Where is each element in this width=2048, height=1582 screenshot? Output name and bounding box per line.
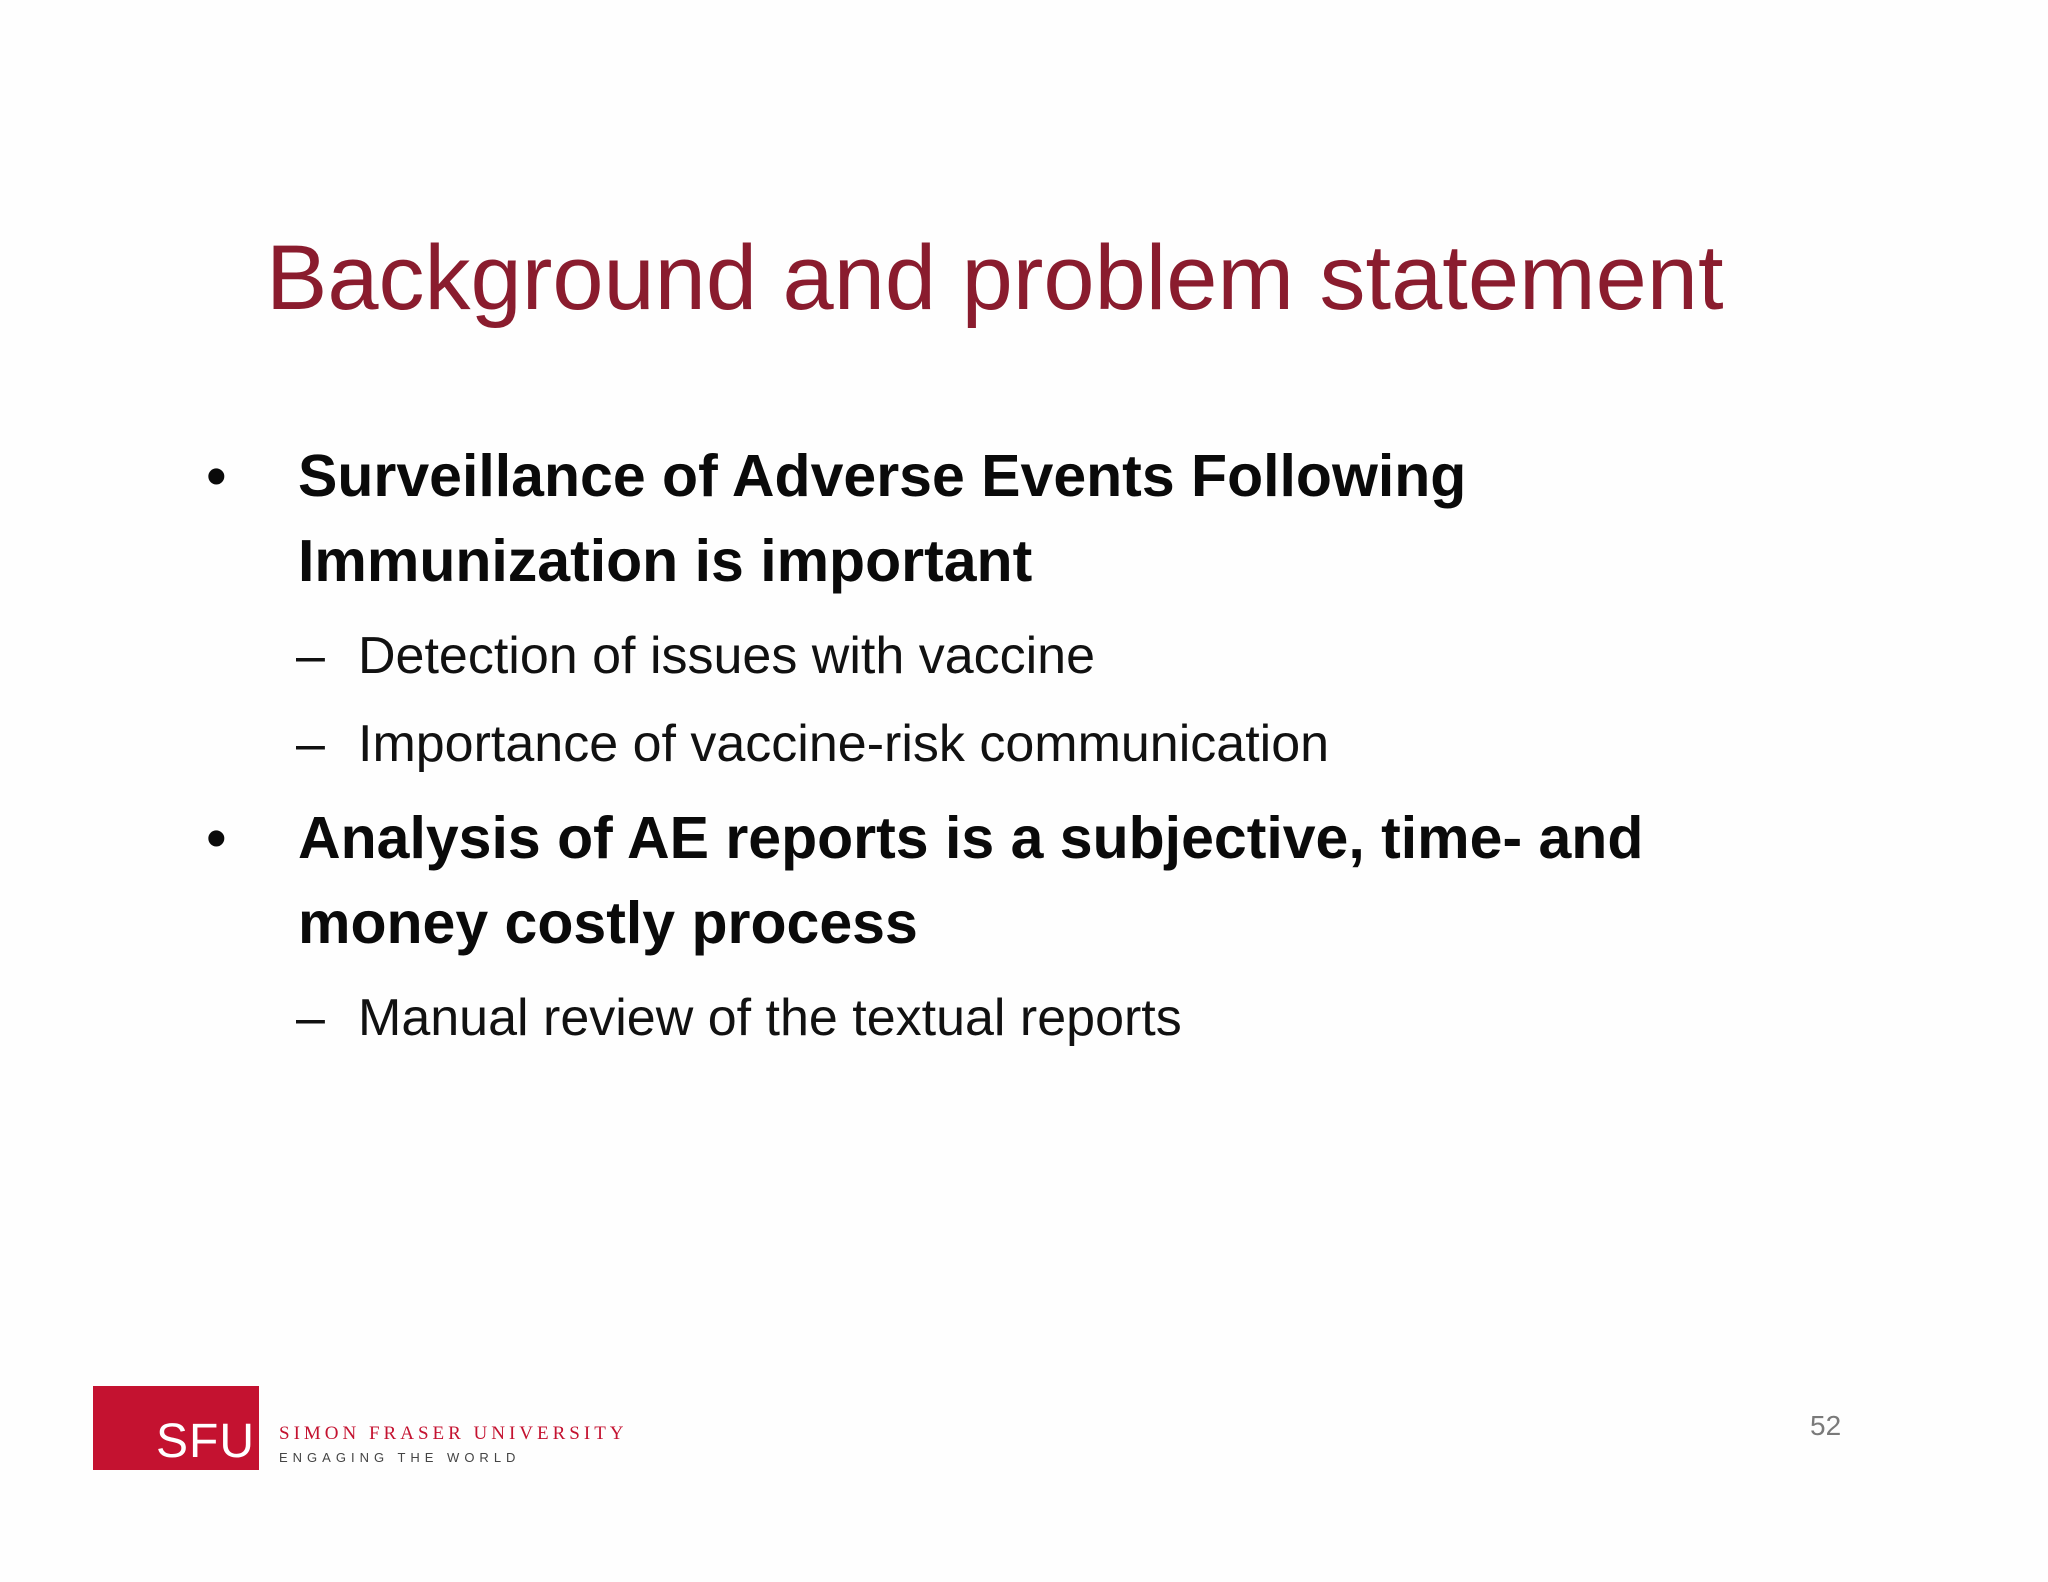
bullet-marker: • <box>206 443 227 509</box>
sfu-logo-text: SFU <box>156 1415 255 1468</box>
bullet-text-line: money costly process <box>298 890 918 956</box>
sub-bullet-item <box>200 612 1800 700</box>
sfu-logo <box>93 1386 259 1470</box>
sub-bullet-text: Manual review of the textual reports <box>358 989 1182 1047</box>
bullet-item <box>200 434 1800 604</box>
university-name: SIMON FRASER UNIVERSITY <box>279 1423 628 1444</box>
sub-bullet-text: Importance of vaccine-risk communication <box>358 715 1330 773</box>
page-number: 52 <box>1810 1410 1842 1441</box>
sub-bullet-marker: – <box>296 627 325 685</box>
bullet-text-line: Immunization is important <box>298 528 1033 594</box>
slide-title: Background and problem statement <box>266 227 1724 329</box>
sub-bullet-marker: – <box>296 715 325 773</box>
bullet-text-line: Surveillance of Adverse Events Following <box>298 443 1467 509</box>
bullet-item <box>200 796 1800 966</box>
bullet-marker: • <box>206 805 227 871</box>
sub-bullet-item <box>200 700 1800 788</box>
slide-content <box>200 434 1800 1062</box>
university-tagline: ENGAGING THE WORLD <box>279 1450 521 1465</box>
sub-bullet-text: Detection of issues with vaccine <box>358 627 1096 685</box>
bullet-text-line: Analysis of AE reports is a subjective, time- and <box>298 805 1644 871</box>
sub-bullet-marker: – <box>296 989 325 1047</box>
sub-bullet-item <box>200 974 1800 1062</box>
